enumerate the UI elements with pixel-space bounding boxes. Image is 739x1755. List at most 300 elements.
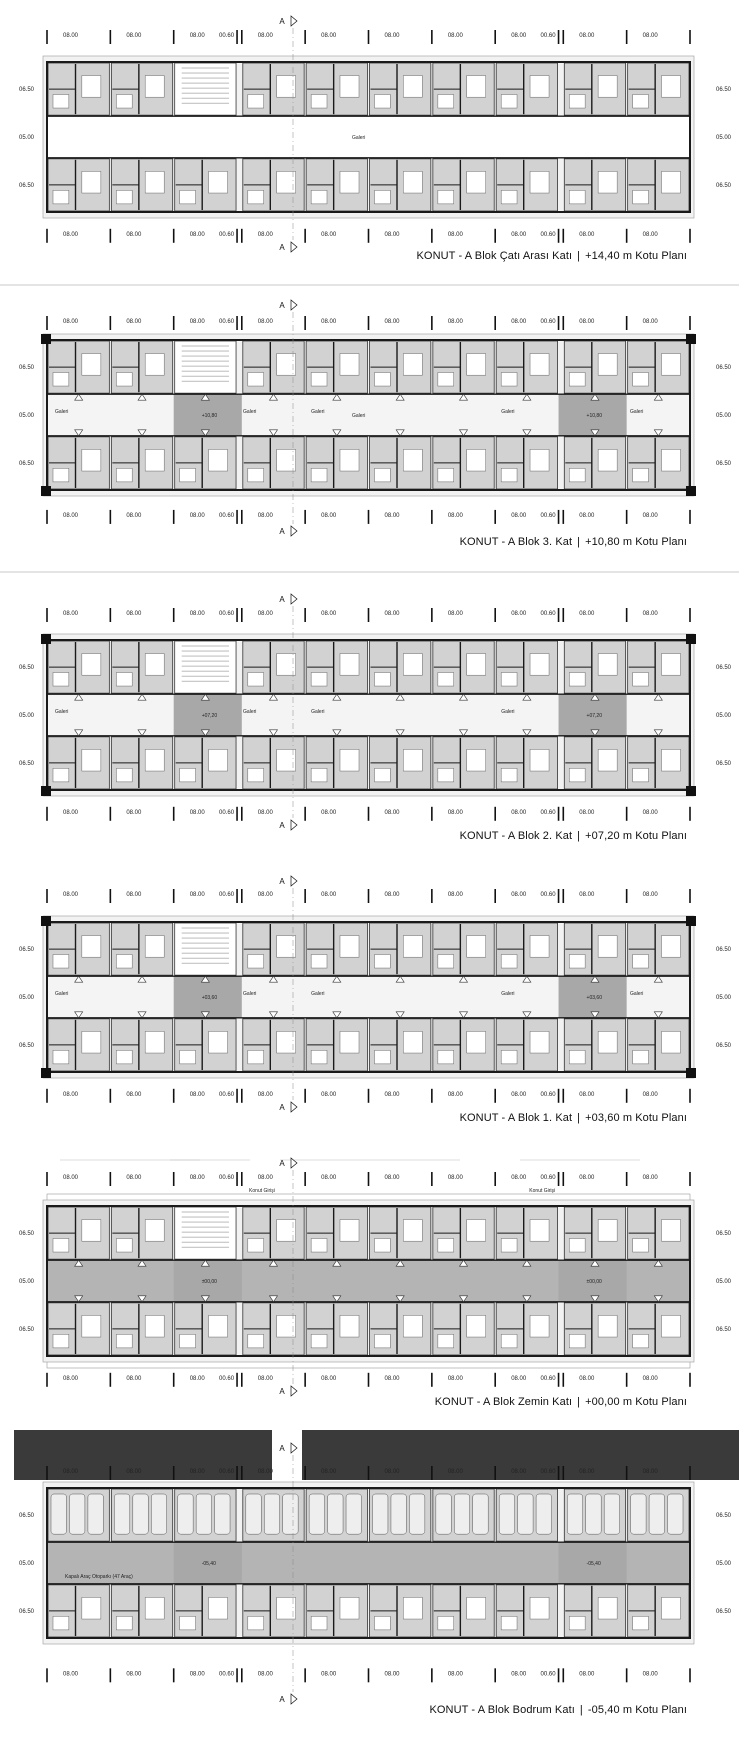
furniture bbox=[116, 1334, 132, 1348]
furniture bbox=[598, 171, 617, 193]
furniture bbox=[569, 955, 585, 969]
section-marker bbox=[279, 876, 297, 886]
unit-bay bbox=[433, 437, 494, 489]
row-dimension-left: 06.50 bbox=[19, 1042, 35, 1049]
furniture bbox=[467, 654, 486, 676]
section-marker-label: A bbox=[279, 821, 285, 830]
furniture bbox=[248, 190, 264, 204]
core-outline bbox=[175, 341, 236, 393]
dimension-label: 08.00 bbox=[257, 611, 273, 617]
furniture bbox=[530, 1220, 549, 1242]
furniture bbox=[375, 1334, 391, 1348]
unit-bay bbox=[564, 641, 625, 693]
unit-bay bbox=[306, 437, 367, 489]
stair-core bbox=[175, 641, 236, 693]
furniture bbox=[53, 468, 69, 482]
furniture bbox=[661, 354, 680, 376]
furniture bbox=[530, 354, 549, 376]
unit-bay bbox=[306, 737, 367, 789]
dimension-label: 08.00 bbox=[321, 1671, 337, 1678]
furniture bbox=[116, 768, 132, 782]
section-marker bbox=[279, 242, 297, 252]
section-marker-arrow bbox=[291, 16, 297, 26]
dimension-label: 08.00 bbox=[642, 1469, 658, 1475]
furniture bbox=[569, 768, 585, 782]
dimension-label: 08.00 bbox=[579, 33, 595, 39]
dimension-label: 08.00 bbox=[189, 1175, 205, 1181]
furniture bbox=[82, 1597, 101, 1619]
room-label: Galeri bbox=[630, 408, 644, 415]
floor-plan-zemin bbox=[19, 1158, 732, 1396]
furniture bbox=[375, 955, 391, 969]
furniture bbox=[375, 1050, 391, 1064]
furniture bbox=[53, 190, 69, 204]
dimension-label: 08.00 bbox=[257, 1469, 273, 1475]
section-marker-label: A bbox=[279, 17, 285, 26]
furniture bbox=[467, 76, 486, 98]
corner-column bbox=[41, 916, 51, 926]
furniture bbox=[248, 1050, 264, 1064]
section-marker-arrow bbox=[291, 242, 297, 252]
furniture bbox=[530, 449, 549, 471]
dimension-label: 00.60 bbox=[219, 512, 235, 519]
unit-bay bbox=[370, 159, 431, 211]
room-label: Galeri bbox=[311, 990, 325, 997]
furniture bbox=[438, 673, 454, 687]
unit-bay bbox=[175, 1303, 236, 1355]
dimension-label: 08.00 bbox=[384, 1375, 400, 1382]
furniture bbox=[180, 768, 196, 782]
unit-bay bbox=[175, 1489, 236, 1541]
furniture bbox=[145, 749, 164, 771]
dimension-label: 08.00 bbox=[511, 231, 527, 238]
unit-bay bbox=[306, 341, 367, 393]
dimension-label: 08.00 bbox=[189, 33, 205, 39]
unit-bay bbox=[564, 1489, 625, 1541]
furniture bbox=[82, 1220, 101, 1242]
furniture bbox=[661, 171, 680, 193]
furniture bbox=[598, 76, 617, 98]
unit-bay bbox=[628, 341, 689, 393]
unit-bay bbox=[111, 1019, 172, 1071]
dimension-label: 08.00 bbox=[642, 1671, 658, 1678]
unit-bay bbox=[433, 1019, 494, 1071]
section-marker-label: A bbox=[279, 243, 285, 252]
corridor-label: Galeri bbox=[352, 135, 366, 141]
furniture bbox=[598, 1315, 617, 1337]
furniture bbox=[467, 1220, 486, 1242]
furniture bbox=[501, 373, 517, 387]
unit-bay bbox=[243, 1585, 304, 1637]
parking-stall bbox=[409, 1494, 424, 1534]
furniture bbox=[53, 373, 69, 387]
furniture bbox=[403, 654, 422, 676]
unit-bay bbox=[111, 923, 172, 975]
dimension-bottom bbox=[47, 510, 690, 524]
furniture bbox=[501, 190, 517, 204]
section-marker bbox=[279, 820, 297, 830]
unit-bay bbox=[111, 63, 172, 115]
furniture bbox=[598, 354, 617, 376]
dimension-label: 08.00 bbox=[579, 319, 595, 325]
unit-bay bbox=[564, 159, 625, 211]
dimension-label: 00.60 bbox=[540, 809, 556, 816]
furniture bbox=[530, 171, 549, 193]
furniture bbox=[53, 1050, 69, 1064]
unit-bay bbox=[243, 923, 304, 975]
furniture bbox=[248, 1334, 264, 1348]
unit-bay bbox=[370, 1207, 431, 1259]
furniture bbox=[53, 95, 69, 109]
furniture bbox=[145, 76, 164, 98]
furniture bbox=[180, 468, 196, 482]
furniture bbox=[569, 1334, 585, 1348]
corner-column bbox=[686, 334, 696, 344]
furniture bbox=[311, 1616, 327, 1630]
row-dimension-left: 06.50 bbox=[19, 365, 35, 372]
dimension-label: 08.00 bbox=[126, 1091, 142, 1098]
dimension-label: 08.00 bbox=[257, 319, 273, 325]
dimension-label: 08.00 bbox=[642, 231, 658, 238]
dimension-label: 00.60 bbox=[540, 892, 556, 898]
unit-bay bbox=[496, 1019, 557, 1071]
furniture bbox=[569, 1239, 585, 1253]
row-dimension-left: 06.50 bbox=[19, 947, 35, 954]
dimension-label: 08.00 bbox=[257, 892, 273, 898]
dimension-label: 08.00 bbox=[579, 512, 595, 519]
dimension-label: 08.00 bbox=[642, 611, 658, 617]
dimension-label: 08.00 bbox=[384, 33, 400, 39]
floor-plan-kat-2 bbox=[19, 594, 732, 830]
dimension-label: 00.60 bbox=[219, 1091, 235, 1098]
furniture bbox=[116, 373, 132, 387]
section-marker-label: A bbox=[279, 1387, 285, 1396]
floor-plan-bodrum bbox=[14, 1430, 739, 1704]
row-dimension-right: 06.50 bbox=[716, 182, 732, 189]
unit-bay bbox=[433, 641, 494, 693]
row-dimension-left: 06.50 bbox=[19, 1608, 35, 1615]
section-marker-label: A bbox=[279, 1159, 285, 1168]
furniture bbox=[180, 1616, 196, 1630]
section-marker bbox=[279, 1158, 297, 1168]
furniture bbox=[340, 1597, 359, 1619]
parking-stall bbox=[518, 1494, 533, 1534]
unit-bay bbox=[564, 1303, 625, 1355]
dimension-label: 08.00 bbox=[63, 512, 79, 519]
dimension-label: 00.60 bbox=[540, 231, 556, 238]
furniture bbox=[116, 95, 132, 109]
unit-bay bbox=[496, 1585, 557, 1637]
furniture bbox=[248, 1616, 264, 1630]
dimension-label: 08.00 bbox=[579, 1469, 595, 1475]
section-marker bbox=[279, 300, 297, 310]
furniture bbox=[340, 1031, 359, 1053]
unit-bay bbox=[243, 1019, 304, 1071]
furniture bbox=[438, 1239, 454, 1253]
furniture bbox=[375, 768, 391, 782]
room-label: Galeri bbox=[243, 408, 257, 415]
dimension-label: 08.00 bbox=[321, 1375, 337, 1382]
furniture bbox=[375, 673, 391, 687]
dimension-label: 00.60 bbox=[540, 611, 556, 617]
unit-bay bbox=[433, 1489, 494, 1541]
furniture bbox=[340, 749, 359, 771]
furniture bbox=[375, 1239, 391, 1253]
dimension-label: 08.00 bbox=[257, 1671, 273, 1678]
furniture bbox=[501, 1050, 517, 1064]
dimension-label: 08.00 bbox=[257, 33, 273, 39]
floor-plan-cati-arasi bbox=[19, 16, 732, 252]
furniture bbox=[569, 95, 585, 109]
unit-bay bbox=[564, 1585, 625, 1637]
unit-bay bbox=[628, 1303, 689, 1355]
furniture bbox=[501, 955, 517, 969]
row-dimension-right: 06.50 bbox=[716, 460, 732, 467]
dimension-label: 00.60 bbox=[540, 33, 556, 39]
dimension-label: 08.00 bbox=[126, 611, 142, 617]
parking-stall bbox=[391, 1494, 406, 1534]
furniture bbox=[403, 1315, 422, 1337]
row-dimension-right: 06.50 bbox=[716, 1326, 732, 1333]
section-marker-label: A bbox=[279, 527, 285, 536]
stair-core bbox=[175, 341, 236, 393]
furniture bbox=[82, 76, 101, 98]
furniture bbox=[403, 354, 422, 376]
furniture bbox=[82, 449, 101, 471]
row-dimension-left: 06.50 bbox=[19, 1326, 35, 1333]
dimension-bottom bbox=[47, 1373, 690, 1387]
dimension-label: 00.60 bbox=[219, 33, 235, 39]
row-dimension-left: 06.50 bbox=[19, 87, 35, 94]
furniture bbox=[530, 76, 549, 98]
furniture bbox=[375, 190, 391, 204]
dimension-label: 08.00 bbox=[579, 809, 595, 816]
plan-title-kat-2: KONUT - A Blok 2. Kat | +07,20 m Kotu Planı bbox=[459, 830, 687, 842]
dimension-label: 08.00 bbox=[447, 231, 463, 238]
furniture bbox=[438, 468, 454, 482]
section-marker bbox=[279, 16, 297, 26]
unit-bay bbox=[564, 923, 625, 975]
furniture bbox=[209, 449, 228, 471]
row-dimension-left: 06.50 bbox=[19, 182, 35, 189]
dimension-label: 08.00 bbox=[384, 1469, 400, 1475]
furniture bbox=[569, 673, 585, 687]
dimension-label: 08.00 bbox=[321, 33, 337, 39]
dimension-label: 00.60 bbox=[540, 1091, 556, 1098]
room-label: Galeri bbox=[243, 990, 257, 997]
dimension-label: 08.00 bbox=[126, 1175, 142, 1181]
furniture bbox=[467, 1597, 486, 1619]
unit-bay bbox=[175, 159, 236, 211]
parking-stall bbox=[436, 1494, 451, 1534]
elevation-marker: -05,40 bbox=[586, 1561, 601, 1567]
core-outline bbox=[175, 641, 236, 693]
unit-bay bbox=[48, 737, 109, 789]
unit-bay bbox=[628, 437, 689, 489]
furniture bbox=[248, 768, 264, 782]
elevation-marker: +07,20 bbox=[586, 713, 602, 719]
furniture bbox=[530, 1031, 549, 1053]
furniture bbox=[248, 673, 264, 687]
unit-bay bbox=[243, 159, 304, 211]
dimension-bottom bbox=[47, 1089, 690, 1103]
corner-column bbox=[686, 1068, 696, 1078]
section-marker-label: A bbox=[279, 1103, 285, 1112]
parking-stall bbox=[264, 1494, 279, 1534]
dimension-label: 08.00 bbox=[257, 512, 273, 519]
corridor bbox=[47, 116, 690, 158]
unit-bay bbox=[496, 341, 557, 393]
unit-bay bbox=[306, 1303, 367, 1355]
elevation-marker: +03,60 bbox=[201, 995, 218, 1001]
furniture bbox=[438, 190, 454, 204]
section-marker-arrow bbox=[291, 1102, 297, 1112]
room-label: Galeri bbox=[501, 408, 515, 415]
parking-stall bbox=[586, 1494, 601, 1534]
row-dimension-left: 06.50 bbox=[19, 665, 35, 672]
corner-column bbox=[686, 916, 696, 926]
dimension-label: 08.00 bbox=[63, 892, 79, 898]
furniture bbox=[403, 749, 422, 771]
section-marker-arrow bbox=[291, 594, 297, 604]
furniture bbox=[598, 449, 617, 471]
row-dimension-right: 06.50 bbox=[716, 1513, 732, 1520]
section-marker-arrow bbox=[291, 300, 297, 310]
dimension-label: 08.00 bbox=[579, 1375, 595, 1382]
section-marker-arrow bbox=[291, 1158, 297, 1168]
row-dimension-right: 06.50 bbox=[716, 87, 732, 94]
dimension-label: 08.00 bbox=[126, 892, 142, 898]
dimension-label: 08.00 bbox=[511, 809, 527, 816]
dimension-label: 00.60 bbox=[540, 1375, 556, 1382]
parking-stall bbox=[151, 1494, 166, 1534]
dimension-label: 08.00 bbox=[126, 512, 142, 519]
furniture bbox=[248, 468, 264, 482]
unit-bay bbox=[433, 159, 494, 211]
unit-bay bbox=[306, 1585, 367, 1637]
furniture bbox=[530, 1315, 549, 1337]
furniture bbox=[116, 673, 132, 687]
furniture bbox=[403, 1220, 422, 1242]
furniture bbox=[569, 1050, 585, 1064]
furniture bbox=[633, 1050, 649, 1064]
dimension-label: 08.00 bbox=[579, 1671, 595, 1678]
unit-bay bbox=[48, 1207, 109, 1259]
furniture bbox=[145, 1315, 164, 1337]
furniture bbox=[403, 449, 422, 471]
room-label: Konut Girişi bbox=[529, 1188, 556, 1194]
section-marker-label: A bbox=[279, 1444, 285, 1453]
unit-bay bbox=[496, 63, 557, 115]
section-marker-arrow bbox=[291, 1694, 297, 1704]
furniture bbox=[438, 1334, 454, 1348]
dimension-label: 08.00 bbox=[447, 1375, 463, 1382]
room-label: Galeri bbox=[55, 708, 69, 715]
dimension-label: 08.00 bbox=[63, 33, 79, 39]
furniture bbox=[598, 749, 617, 771]
unit-bay bbox=[628, 1019, 689, 1071]
row-dimension-left: 06.50 bbox=[19, 1513, 35, 1520]
unit-bay bbox=[628, 1489, 689, 1541]
parking-stall bbox=[309, 1494, 324, 1534]
furniture bbox=[530, 749, 549, 771]
furniture bbox=[145, 654, 164, 676]
dimension-label: 08.00 bbox=[642, 809, 658, 816]
dimension-label: 08.00 bbox=[126, 319, 142, 325]
dimension-label: 08.00 bbox=[189, 231, 205, 238]
unit-bay bbox=[370, 437, 431, 489]
unit-bay bbox=[48, 63, 109, 115]
dimension-label: 00.60 bbox=[540, 512, 556, 519]
plan-title-kat-3: KONUT - A Blok 3. Kat | +10,80 m Kotu Planı bbox=[459, 536, 687, 548]
furniture bbox=[311, 955, 327, 969]
elevation-marker: +07,20 bbox=[201, 713, 218, 719]
furniture bbox=[209, 1315, 228, 1337]
furniture bbox=[53, 768, 69, 782]
unit-bay bbox=[306, 63, 367, 115]
unit-bay bbox=[370, 1585, 431, 1637]
dimension-label: 08.00 bbox=[321, 1469, 337, 1475]
unit-bay bbox=[243, 437, 304, 489]
dimension-label: 08.00 bbox=[189, 1375, 205, 1382]
corner-column bbox=[41, 786, 51, 796]
furniture bbox=[530, 936, 549, 958]
furniture bbox=[116, 955, 132, 969]
dimension-label: 00.60 bbox=[540, 1469, 556, 1475]
furniture bbox=[661, 749, 680, 771]
furniture bbox=[569, 1616, 585, 1630]
furniture bbox=[340, 1315, 359, 1337]
parking-stall bbox=[88, 1494, 103, 1534]
furniture bbox=[501, 673, 517, 687]
dimension-label: 08.00 bbox=[126, 33, 142, 39]
section-marker-arrow bbox=[291, 876, 297, 886]
parking-stall bbox=[454, 1494, 469, 1534]
core-outline bbox=[175, 923, 236, 975]
dimension-label: 08.00 bbox=[126, 809, 142, 816]
row-dimension-right: 06.50 bbox=[716, 365, 732, 372]
plan-title-cati-arasi: KONUT - A Blok Çatı Arası Katı | +14,40 m Kotu Planı bbox=[416, 250, 687, 262]
row-dimension-right: 06.50 bbox=[716, 947, 732, 954]
section-marker-arrow bbox=[291, 820, 297, 830]
unit-bay bbox=[306, 1489, 367, 1541]
dimension-label: 00.60 bbox=[540, 1671, 556, 1678]
unit-bay bbox=[48, 1303, 109, 1355]
row-dimension-left: 05.00 bbox=[19, 135, 35, 141]
furniture bbox=[598, 1597, 617, 1619]
dimension-label: 08.00 bbox=[579, 1091, 595, 1098]
unit-bay bbox=[564, 1207, 625, 1259]
section-marker bbox=[279, 1694, 297, 1704]
furniture bbox=[248, 373, 264, 387]
furniture bbox=[501, 95, 517, 109]
furniture bbox=[340, 449, 359, 471]
furniture bbox=[375, 373, 391, 387]
furniture bbox=[82, 936, 101, 958]
parking-stall bbox=[196, 1494, 211, 1534]
dimension-label: 08.00 bbox=[447, 1469, 463, 1475]
furniture bbox=[438, 955, 454, 969]
dimension-label: 00.60 bbox=[219, 1375, 235, 1382]
unit-bay bbox=[243, 341, 304, 393]
furniture bbox=[53, 1334, 69, 1348]
dimension-label: 08.00 bbox=[257, 231, 273, 238]
dimension-top bbox=[47, 608, 690, 622]
unit-bay bbox=[628, 737, 689, 789]
section-marker-label: A bbox=[279, 301, 285, 310]
unit-bay bbox=[111, 159, 172, 211]
unit-bay bbox=[111, 341, 172, 393]
